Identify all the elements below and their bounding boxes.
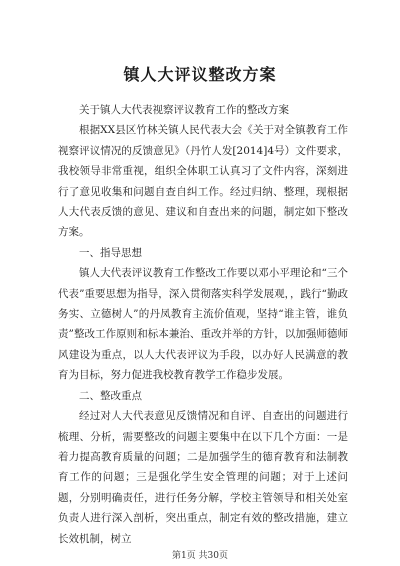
page-title: 镇人大评议整改方案 xyxy=(123,65,277,84)
intro-paragraph: 根据XX县区竹林关镇人民代表大会《关于对全镇教育工作视察评议情况的反馈意见》（丹竹人发[2014]4号）文件要求，我校领导非常重视，组织全体职工认真习了文件内容，深刻进行了意见收集和问题自查自纠工作。经过归纳、整理，现根据人大代表反馈的意见、建议和自查出来的问题，制定如下整改方案。 xyxy=(58,124,348,239)
document-body xyxy=(58,100,348,549)
section-heading-rectification-focus: 二、整改重点 xyxy=(79,389,142,402)
page-number-footer: 第1页 共30页 xyxy=(171,551,229,561)
section-heading-guiding-ideology: 一、指导思想 xyxy=(79,246,142,259)
document-subtitle: 关于镇人大代表视察评议教育工作的整改方案 xyxy=(79,104,289,116)
guiding-ideology-paragraph: 镇人大代表评议教育工作整改工作要以邓小平理论和“三个代表”重要思想为指导，深入贯彻落实科学发展观，，践行“勤政务实、立德树人”的丹凤教育主流价值观，坚持“谁主管，谁负责”整改工作原则和标本兼治、重改并举的方针，以加强师德师风建设为重点，以人大代表评议为手段，以办好人民满意的教育为目标，努力促进我校教育教学工作稳步发展。 xyxy=(58,267,348,382)
rectification-focus-paragraph: 经过对人大代表意见反馈情况和自评、自查出的问题进行梳理、分析，需要整改的问题主要集中在以下几个方面：一是着力提高教育质量的问题；二是加强学生的德育教育和法制教育工作的问题；三是强化学生安全管理的问题；对于上述问题，分别明确责任，进行任务分解，学校主管领导和相关处室负责人进行深入剖析，突出重点，制定有效的整改措施，建立长效机制，树立 xyxy=(58,410,348,545)
